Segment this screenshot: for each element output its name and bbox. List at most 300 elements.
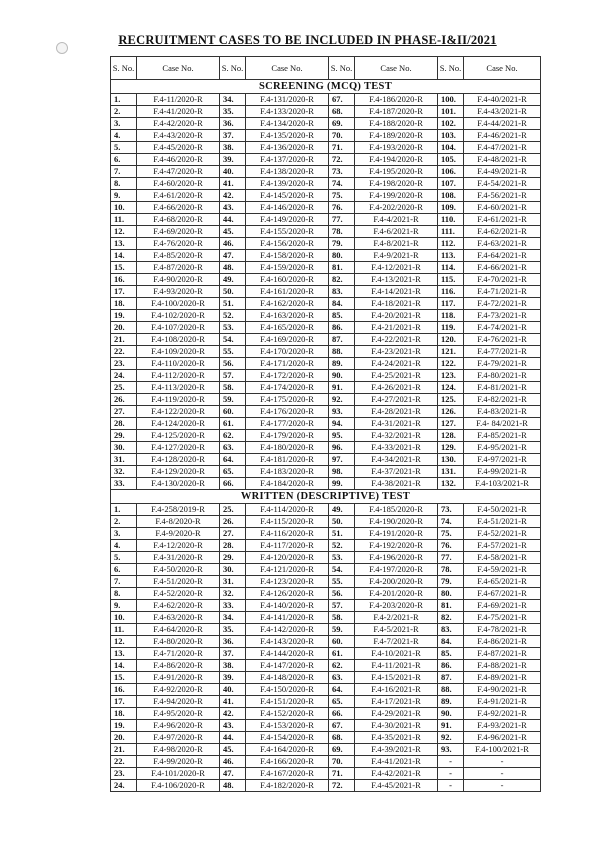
serial-number-cell: 27.	[220, 528, 246, 540]
case-number-cell: F.4-40/2021-R	[464, 94, 541, 106]
serial-number-cell: 1.	[111, 94, 137, 106]
case-no-header: Case No.	[137, 57, 220, 80]
serial-number-cell: 82.	[329, 274, 355, 286]
serial-number-cell: 98.	[329, 466, 355, 478]
case-number-cell: F.4-73/2021-R	[464, 310, 541, 322]
serial-number-cell: 43.	[220, 720, 246, 732]
serial-number-cell: 24.	[111, 370, 137, 382]
serial-number-cell: 53.	[220, 322, 246, 334]
serial-number-cell: 30.	[111, 442, 137, 454]
serial-number-cell: 115.	[438, 274, 464, 286]
serial-number-cell: 40.	[220, 684, 246, 696]
case-number-cell: F.4-54/2021-R	[464, 178, 541, 190]
case-number-cell: F.4-181/2020-R	[246, 454, 329, 466]
serial-number-cell: 38.	[220, 660, 246, 672]
case-number-cell: F.4-131/2020-R	[246, 94, 329, 106]
serial-number-cell: 3.	[111, 528, 137, 540]
table-row	[111, 684, 541, 696]
case-number-cell: F.4-134/2020-R	[246, 118, 329, 130]
case-number-cell: F.4-57/2021-R	[464, 540, 541, 552]
case-number-cell: F.4-96/2021-R	[464, 732, 541, 744]
serial-number-cell: 90.	[438, 708, 464, 720]
case-number-cell: F.4-12/2020-R	[137, 540, 220, 552]
case-number-cell: F.4-9/2020-R	[137, 528, 220, 540]
serial-number-cell: 6.	[111, 154, 137, 166]
case-number-cell: F.4-167/2020-R	[246, 768, 329, 780]
serial-number-cell: -	[438, 768, 464, 780]
serial-number-cell: 105.	[438, 154, 464, 166]
case-number-cell: F.4-81/2021-R	[464, 382, 541, 394]
serial-number-cell: 32.	[111, 466, 137, 478]
serial-number-cell: 69.	[329, 118, 355, 130]
serial-number-cell: 57.	[329, 600, 355, 612]
case-number-cell: F.4-47/2021-R	[464, 142, 541, 154]
serial-number-cell: 84.	[438, 636, 464, 648]
serial-number-cell: 37.	[220, 648, 246, 660]
serial-number-cell: 6.	[111, 564, 137, 576]
serial-number-cell: 114.	[438, 262, 464, 274]
table-row	[111, 298, 541, 310]
case-number-cell: F.4-154/2020-R	[246, 732, 329, 744]
serial-number-cell: 4.	[111, 540, 137, 552]
serial-number-cell: 16.	[111, 274, 137, 286]
case-number-cell: F.4-100/2020-R	[137, 298, 220, 310]
case-number-cell: F.4-14/2021-R	[355, 286, 438, 298]
serial-number-cell: 13.	[111, 648, 137, 660]
case-number-cell: F.4-71/2021-R	[464, 286, 541, 298]
case-number-cell: F.4-182/2020-R	[246, 780, 329, 792]
case-number-cell: F.4-183/2020-R	[246, 466, 329, 478]
serial-number-cell: 21.	[111, 334, 137, 346]
table-row	[111, 154, 541, 166]
serial-number-cell: 132.	[438, 478, 464, 490]
serial-number-cell: 123.	[438, 370, 464, 382]
serial-number-cell: 29.	[111, 430, 137, 442]
serial-number-cell: 41.	[220, 696, 246, 708]
serial-number-cell: 78.	[438, 564, 464, 576]
serial-number-cell: 81.	[438, 600, 464, 612]
case-number-cell: F.4-64/2020-R	[137, 624, 220, 636]
case-number-cell: F.4-137/2020-R	[246, 154, 329, 166]
table-row	[111, 274, 541, 286]
serial-number-cell: 92.	[438, 732, 464, 744]
table-row	[111, 334, 541, 346]
case-number-cell: F.4-126/2020-R	[246, 588, 329, 600]
serial-number-cell: 39.	[220, 154, 246, 166]
case-number-cell: F.4-9/2021-R	[355, 250, 438, 262]
case-number-cell: F.4-48/2021-R	[464, 154, 541, 166]
table-row	[111, 780, 541, 792]
case-number-cell: F.4-61/2021-R	[464, 214, 541, 226]
serial-number-cell: 101.	[438, 106, 464, 118]
serial-number-cell: 59.	[329, 624, 355, 636]
table-row	[111, 720, 541, 732]
case-number-cell: F.4-16/2021-R	[355, 684, 438, 696]
serial-number-cell: 55.	[329, 576, 355, 588]
case-number-cell: F.4-163/2020-R	[246, 310, 329, 322]
case-number-cell: F.4-125/2020-R	[137, 430, 220, 442]
serial-number-cell: 55.	[220, 346, 246, 358]
case-number-cell: F.4-82/2021-R	[464, 394, 541, 406]
case-number-cell: F.4-123/2020-R	[246, 576, 329, 588]
serial-number-cell: 83.	[438, 624, 464, 636]
serial-number-cell: 7.	[111, 166, 137, 178]
case-number-cell: F.4-8/2020-R	[137, 516, 220, 528]
serial-number-cell: 73.	[438, 504, 464, 516]
table-row	[111, 142, 541, 154]
case-number-cell: F.4-7/2021-R	[355, 636, 438, 648]
case-number-cell: F.4-66/2021-R	[464, 262, 541, 274]
serial-number-cell: 89.	[438, 696, 464, 708]
case-number-cell: F.4-52/2021-R	[464, 528, 541, 540]
case-number-cell: F.4-69/2021-R	[464, 600, 541, 612]
case-number-cell: F.4-52/2020-R	[137, 588, 220, 600]
table-row	[111, 394, 541, 406]
serial-number-cell: 77.	[329, 214, 355, 226]
table-row	[111, 576, 541, 588]
sn-header: S. No.	[111, 57, 137, 80]
case-number-cell: F.4-76/2020-R	[137, 238, 220, 250]
case-number-cell: F.4-129/2020-R	[137, 466, 220, 478]
serial-number-cell: 24.	[111, 780, 137, 792]
case-number-cell: F.4-191/2020-R	[355, 528, 438, 540]
case-number-cell: F.4-58/2021-R	[464, 552, 541, 564]
serial-number-cell: 85.	[329, 310, 355, 322]
serial-number-cell: 124.	[438, 382, 464, 394]
case-number-cell: F.4-75/2021-R	[464, 612, 541, 624]
case-number-cell: F.4-203/2020-R	[355, 600, 438, 612]
case-number-cell: F.4-114/2020-R	[246, 504, 329, 516]
serial-number-cell: 54.	[329, 564, 355, 576]
serial-number-cell: 3.	[111, 118, 137, 130]
table-row	[111, 310, 541, 322]
serial-number-cell: 48.	[220, 780, 246, 792]
serial-number-cell: 64.	[220, 454, 246, 466]
case-number-cell: F.4-95/2021-R	[464, 442, 541, 454]
case-number-cell: F.4-56/2021-R	[464, 190, 541, 202]
case-number-cell: F.4-29/2021-R	[355, 708, 438, 720]
table-row	[111, 430, 541, 442]
serial-number-cell: 27.	[111, 406, 137, 418]
serial-number-cell: 104.	[438, 142, 464, 154]
case-number-cell: F.4-46/2020-R	[137, 154, 220, 166]
case-number-cell: F.4-108/2020-R	[137, 334, 220, 346]
case-number-cell: F.4-10/2021-R	[355, 648, 438, 660]
case-number-cell: F.4-62/2021-R	[464, 226, 541, 238]
case-number-cell: F.4-186/2020-R	[355, 94, 438, 106]
serial-number-cell: 13.	[111, 238, 137, 250]
section-title: SCREENING (MCQ) TEST	[111, 80, 541, 94]
serial-number-cell: 7.	[111, 576, 137, 588]
case-number-cell: F.4-67/2021-R	[464, 588, 541, 600]
serial-number-cell: 118.	[438, 310, 464, 322]
table-row	[111, 106, 541, 118]
serial-number-cell: 120.	[438, 334, 464, 346]
case-number-cell: F.4-146/2020-R	[246, 202, 329, 214]
case-number-cell: F.4-198/2020-R	[355, 178, 438, 190]
case-number-cell: F.4-185/2020-R	[355, 504, 438, 516]
table-row	[111, 708, 541, 720]
serial-number-cell: 18.	[111, 708, 137, 720]
case-number-cell: F.4-99/2020-R	[137, 756, 220, 768]
case-number-cell: F.4-184/2020-R	[246, 478, 329, 490]
serial-number-cell: 17.	[111, 286, 137, 298]
case-number-cell: F.4-80/2021-R	[464, 370, 541, 382]
case-number-cell: F.4-87/2021-R	[464, 648, 541, 660]
serial-number-cell: 8.	[111, 178, 137, 190]
table-row	[111, 406, 541, 418]
table-row	[111, 768, 541, 780]
serial-number-cell: 69.	[329, 744, 355, 756]
serial-number-cell: 63.	[329, 672, 355, 684]
table-row	[111, 130, 541, 142]
case-number-cell: F.4-92/2021-R	[464, 708, 541, 720]
serial-number-cell: 33.	[220, 600, 246, 612]
serial-number-cell: 87.	[438, 672, 464, 684]
case-number-cell: F.4-188/2020-R	[355, 118, 438, 130]
serial-number-cell: 49.	[220, 274, 246, 286]
case-number-cell: F.4-153/2020-R	[246, 720, 329, 732]
serial-number-cell: 79.	[329, 238, 355, 250]
case-number-cell: F.4-41/2021-R	[355, 756, 438, 768]
serial-number-cell: 94.	[329, 418, 355, 430]
case-number-cell: F.4-103/2021-R	[464, 478, 541, 490]
case-number-cell: F.4-107/2020-R	[137, 322, 220, 334]
serial-number-cell: 119.	[438, 322, 464, 334]
case-number-cell: F.4-91/2020-R	[137, 672, 220, 684]
serial-number-cell: 17.	[111, 696, 137, 708]
serial-number-cell: 86.	[329, 322, 355, 334]
table-row	[111, 118, 541, 130]
case-number-cell: F.4-147/2020-R	[246, 660, 329, 672]
case-number-cell: F.4-4/2021-R	[355, 214, 438, 226]
serial-number-cell: 34.	[220, 94, 246, 106]
case-number-cell: F.4-61/2020-R	[137, 190, 220, 202]
serial-number-cell: -	[438, 780, 464, 792]
case-number-cell: F.4-91/2021-R	[464, 696, 541, 708]
serial-number-cell: 122.	[438, 358, 464, 370]
serial-number-cell: 96.	[329, 442, 355, 454]
table-row	[111, 226, 541, 238]
table-row	[111, 178, 541, 190]
case-number-cell: F.4-30/2021-R	[355, 720, 438, 732]
case-number-cell: F.4-143/2020-R	[246, 636, 329, 648]
table-row	[111, 504, 541, 516]
serial-number-cell: 38.	[220, 142, 246, 154]
serial-number-cell: 75.	[438, 528, 464, 540]
serial-number-cell: 49.	[329, 504, 355, 516]
case-number-cell: F.4-110/2020-R	[137, 358, 220, 370]
table-row	[111, 744, 541, 756]
serial-number-cell: 51.	[220, 298, 246, 310]
case-number-cell: F.4-6/2021-R	[355, 226, 438, 238]
serial-number-cell: 14.	[111, 250, 137, 262]
case-number-cell: F.4-101/2020-R	[137, 768, 220, 780]
case-number-cell: F.4-258/2019-R	[137, 504, 220, 516]
case-number-cell: F.4-60/2021-R	[464, 202, 541, 214]
table-row	[111, 696, 541, 708]
case-number-cell: F.4-28/2021-R	[355, 406, 438, 418]
serial-number-cell: 86.	[438, 660, 464, 672]
serial-number-cell: 50.	[329, 516, 355, 528]
case-number-cell: F.4-130/2020-R	[137, 478, 220, 490]
case-number-cell: F.4-66/2020-R	[137, 202, 220, 214]
case-number-cell: F.4-26/2021-R	[355, 382, 438, 394]
serial-number-cell: 5.	[111, 552, 137, 564]
case-number-cell: F.4-33/2021-R	[355, 442, 438, 454]
case-number-cell: F.4-70/2021-R	[464, 274, 541, 286]
case-number-cell: F.4-31/2020-R	[137, 552, 220, 564]
case-number-cell: F.4-37/2021-R	[355, 466, 438, 478]
table-row	[111, 382, 541, 394]
serial-number-cell: 81.	[329, 262, 355, 274]
serial-number-cell: 127.	[438, 418, 464, 430]
case-number-cell: F.4-23/2021-R	[355, 346, 438, 358]
case-number-cell: F.4-99/2021-R	[464, 466, 541, 478]
serial-number-cell: 66.	[329, 708, 355, 720]
case-number-cell: F.4-128/2020-R	[137, 454, 220, 466]
serial-number-cell: 19.	[111, 310, 137, 322]
sn-header: S. No.	[438, 57, 464, 80]
case-number-cell: F.4-162/2020-R	[246, 298, 329, 310]
table-row	[111, 202, 541, 214]
serial-number-cell: 22.	[111, 756, 137, 768]
case-number-cell: F.4-20/2021-R	[355, 310, 438, 322]
case-number-cell: F.4-165/2020-R	[246, 322, 329, 334]
serial-number-cell: 72.	[329, 154, 355, 166]
serial-number-cell: 51.	[329, 528, 355, 540]
case-number-cell: F.4-119/2020-R	[137, 394, 220, 406]
serial-number-cell: 1.	[111, 504, 137, 516]
case-number-cell: F.4-43/2020-R	[137, 130, 220, 142]
case-number-cell: F.4-179/2020-R	[246, 430, 329, 442]
serial-number-cell: 88.	[329, 346, 355, 358]
case-number-cell: F.4-169/2020-R	[246, 334, 329, 346]
table-row	[111, 346, 541, 358]
case-number-cell: F.4-200/2020-R	[355, 576, 438, 588]
serial-number-cell: 42.	[220, 190, 246, 202]
serial-number-cell: 25.	[220, 504, 246, 516]
case-number-cell: F.4-69/2020-R	[137, 226, 220, 238]
serial-number-cell: 31.	[220, 576, 246, 588]
serial-number-cell: 22.	[111, 346, 137, 358]
serial-number-cell: 102.	[438, 118, 464, 130]
case-number-cell: F.4-160/2020-R	[246, 274, 329, 286]
serial-number-cell: 50.	[220, 286, 246, 298]
serial-number-cell: 64.	[329, 684, 355, 696]
serial-number-cell: 5.	[111, 142, 137, 154]
serial-number-cell: 12.	[111, 226, 137, 238]
case-number-cell: F.4-166/2020-R	[246, 756, 329, 768]
table-row	[111, 600, 541, 612]
serial-number-cell: 36.	[220, 636, 246, 648]
serial-number-cell: 65.	[220, 466, 246, 478]
serial-number-cell: 83.	[329, 286, 355, 298]
case-number-cell: F.4-93/2021-R	[464, 720, 541, 732]
case-number-cell: F.4-89/2021-R	[464, 672, 541, 684]
serial-number-cell: 43.	[220, 202, 246, 214]
case-number-cell: F.4-46/2021-R	[464, 130, 541, 142]
case-number-cell: F.4-64/2021-R	[464, 250, 541, 262]
case-number-cell: F.4-102/2020-R	[137, 310, 220, 322]
serial-number-cell: 80.	[329, 250, 355, 262]
serial-number-cell: 25.	[111, 382, 137, 394]
case-number-cell: F.4-95/2020-R	[137, 708, 220, 720]
case-number-cell: F.4-158/2020-R	[246, 250, 329, 262]
case-number-cell: F.4-50/2020-R	[137, 564, 220, 576]
table-row	[111, 358, 541, 370]
serial-number-cell: 23.	[111, 358, 137, 370]
case-number-cell: F.4-45/2020-R	[137, 142, 220, 154]
serial-number-cell: 42.	[220, 708, 246, 720]
section-header-row	[111, 490, 541, 504]
serial-number-cell: 31.	[111, 454, 137, 466]
serial-number-cell: 76.	[438, 540, 464, 552]
document-title: RECRUITMENT CASES TO BE INCLUDED IN PHASE-I&II/2021	[118, 33, 497, 47]
serial-number-cell: 16.	[111, 684, 137, 696]
case-number-cell: F.4-161/2020-R	[246, 286, 329, 298]
case-number-cell: F.4-80/2020-R	[137, 636, 220, 648]
serial-number-cell: 56.	[329, 588, 355, 600]
serial-number-cell: 97.	[329, 454, 355, 466]
case-number-cell: F.4-155/2020-R	[246, 226, 329, 238]
case-number-cell: F.4-199/2020-R	[355, 190, 438, 202]
serial-number-cell: 67.	[329, 720, 355, 732]
serial-number-cell: 100.	[438, 94, 464, 106]
table-row	[111, 528, 541, 540]
case-number-cell: F.4-72/2021-R	[464, 298, 541, 310]
serial-number-cell: 48.	[220, 262, 246, 274]
serial-number-cell: 103.	[438, 130, 464, 142]
serial-number-cell: 126.	[438, 406, 464, 418]
serial-number-cell: 12.	[111, 636, 137, 648]
case-number-cell: F.4-189/2020-R	[355, 130, 438, 142]
case-number-cell: F.4-27/2021-R	[355, 394, 438, 406]
case-number-cell: F.4-201/2020-R	[355, 588, 438, 600]
case-number-cell: F.4-113/2020-R	[137, 382, 220, 394]
serial-number-cell: 45.	[220, 226, 246, 238]
case-number-cell: F.4-142/2020-R	[246, 624, 329, 636]
serial-number-cell: 73.	[329, 166, 355, 178]
case-number-cell: F.4-150/2020-R	[246, 684, 329, 696]
serial-number-cell: 9.	[111, 190, 137, 202]
serial-number-cell: 19.	[111, 720, 137, 732]
case-number-cell: F.4-24/2021-R	[355, 358, 438, 370]
serial-number-cell: 106.	[438, 166, 464, 178]
case-number-cell: F.4-149/2020-R	[246, 214, 329, 226]
serial-number-cell: 74.	[438, 516, 464, 528]
case-number-cell: F.4-151/2020-R	[246, 696, 329, 708]
serial-number-cell: 14.	[111, 660, 137, 672]
case-number-cell: F.4-77/2021-R	[464, 346, 541, 358]
case-number-cell: F.4-117/2020-R	[246, 540, 329, 552]
serial-number-cell: 34.	[220, 612, 246, 624]
table-row	[111, 190, 541, 202]
table-row	[111, 454, 541, 466]
serial-number-cell: 52.	[220, 310, 246, 322]
table-row	[111, 370, 541, 382]
case-number-cell: F.4-97/2020-R	[137, 732, 220, 744]
case-number-cell: F.4-90/2020-R	[137, 274, 220, 286]
table-row	[111, 238, 541, 250]
case-no-header: Case No.	[355, 57, 438, 80]
serial-number-cell: 61.	[329, 648, 355, 660]
serial-number-cell: 29.	[220, 552, 246, 564]
case-number-cell: F.4-63/2020-R	[137, 612, 220, 624]
serial-number-cell: 90.	[329, 370, 355, 382]
case-number-cell: F.4-49/2021-R	[464, 166, 541, 178]
case-number-cell: F.4-192/2020-R	[355, 540, 438, 552]
